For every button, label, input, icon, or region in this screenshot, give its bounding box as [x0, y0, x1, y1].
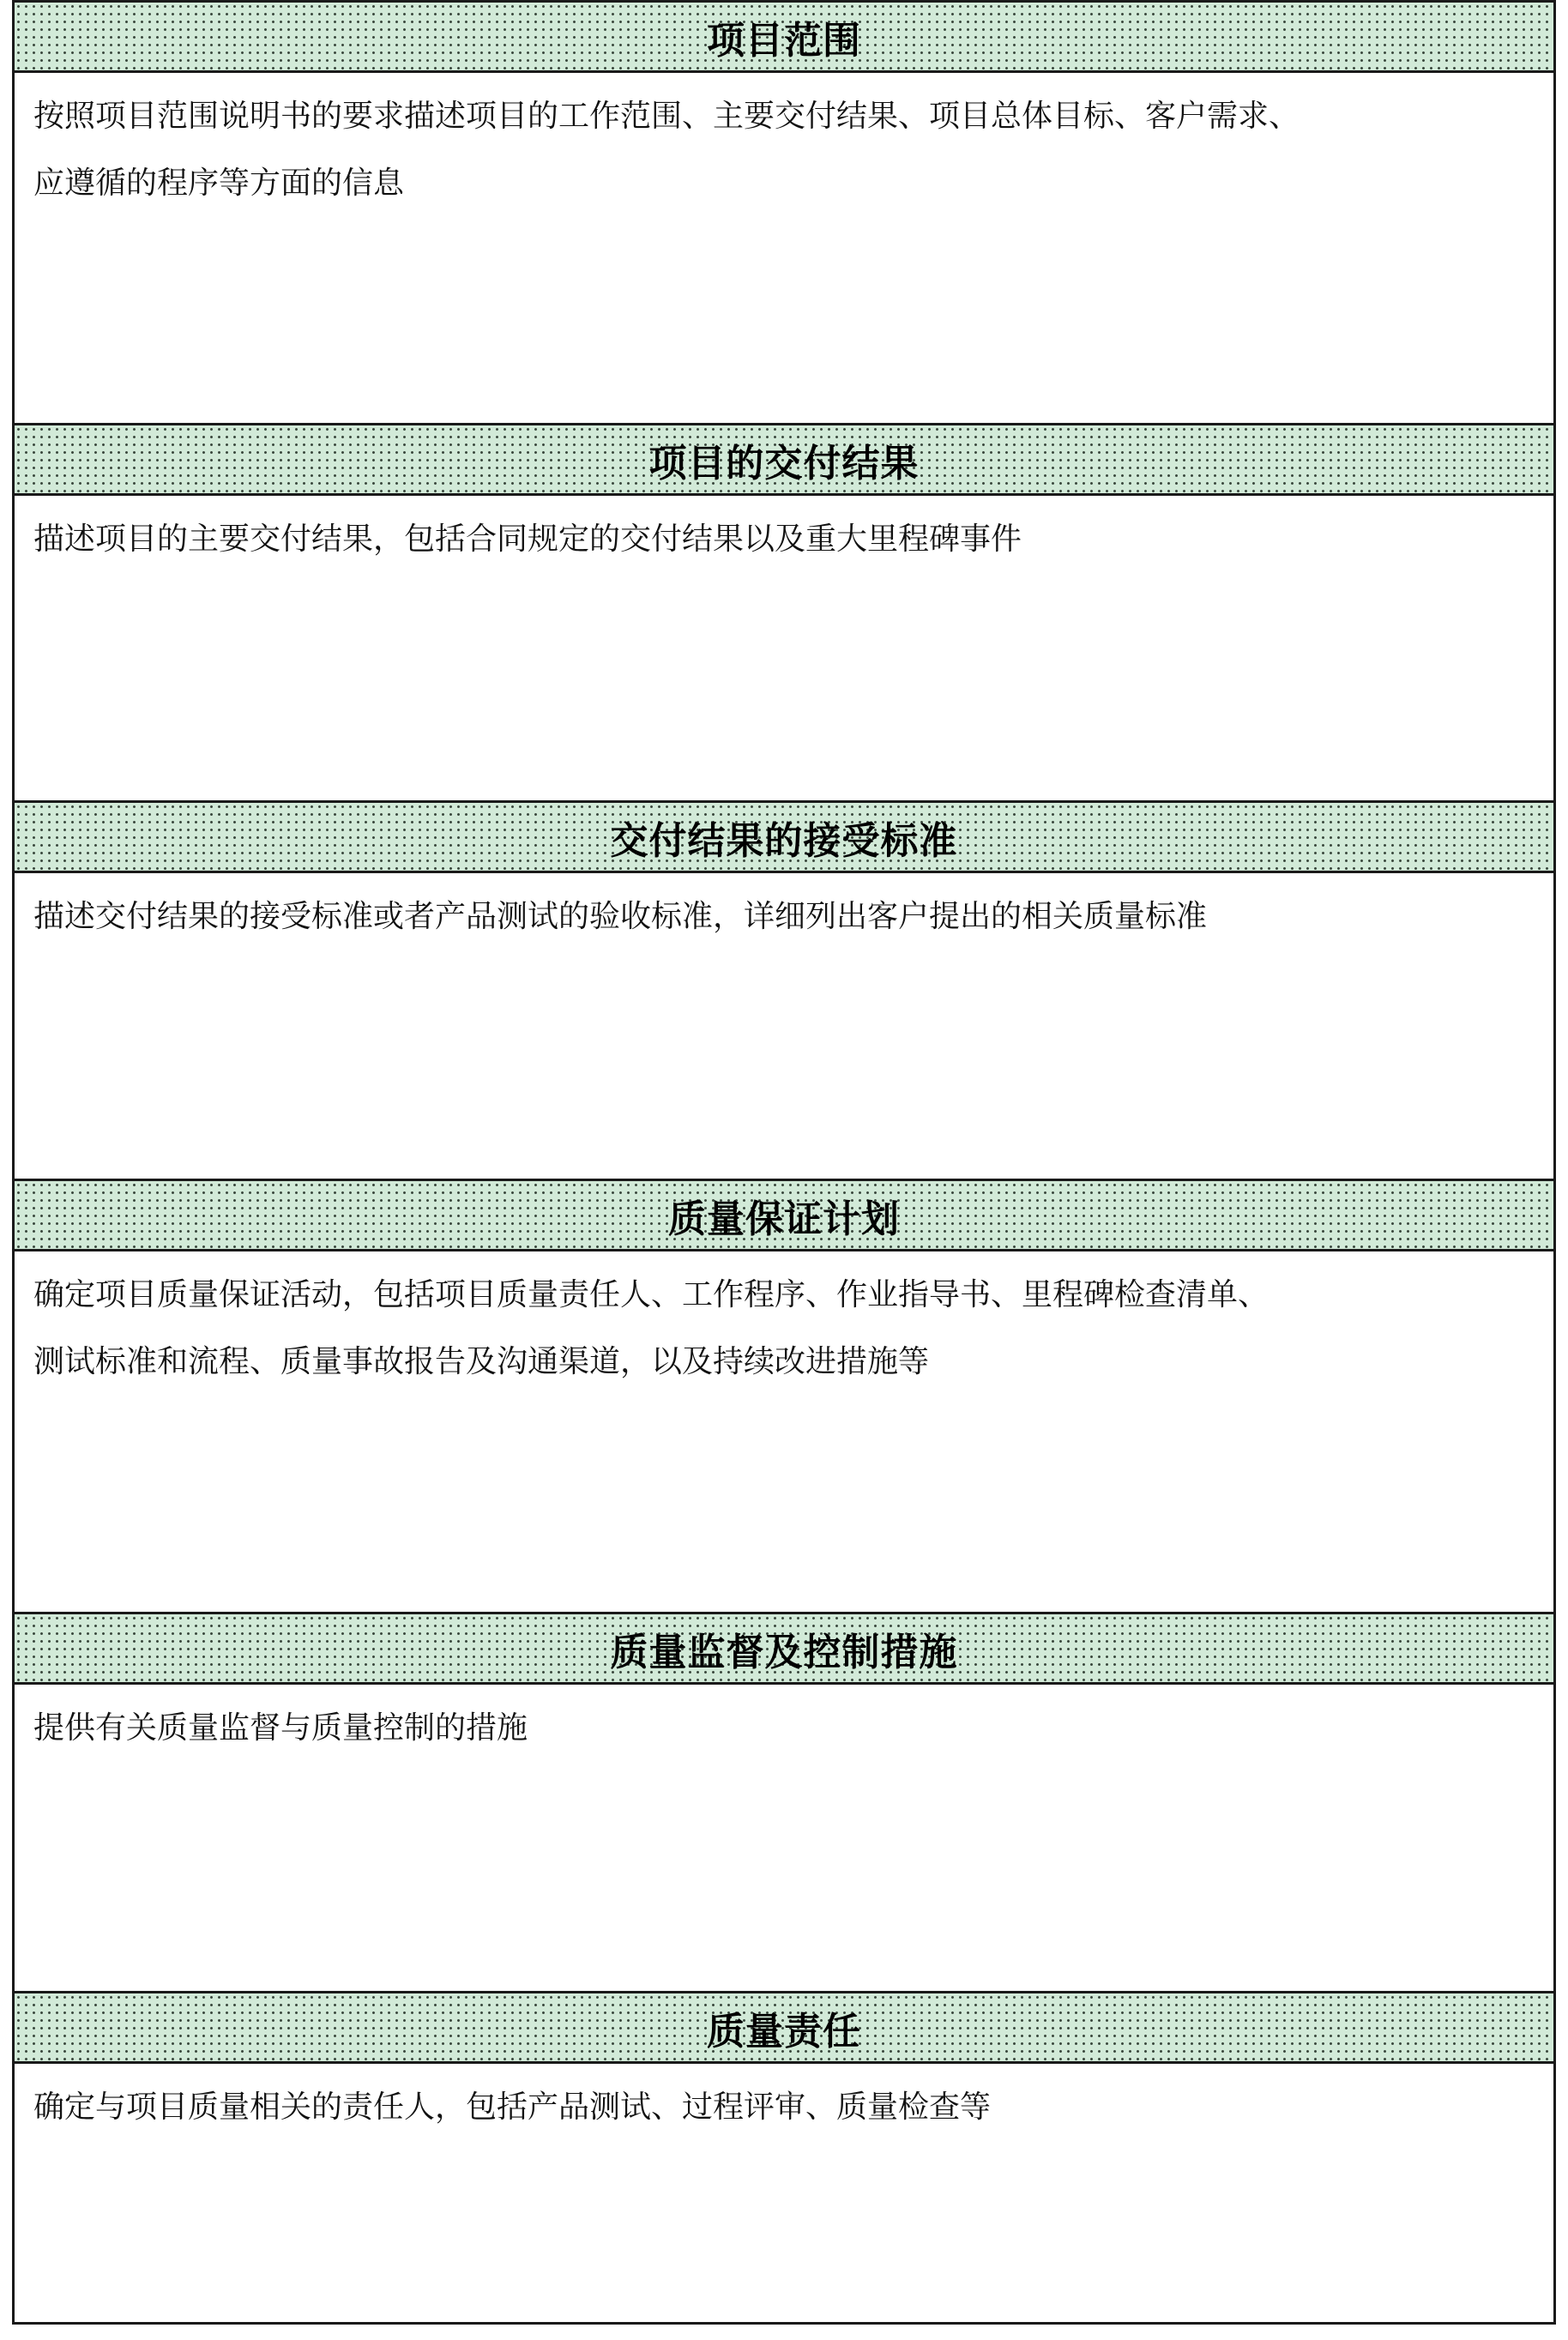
- section-text: 确定项目质量保证活动，包括项目质量责任人、工作程序、作业指导书、里程碑检查清单、 测试标准和流程、质量事故报告及沟通渠道，以及持续改进措施等: [33, 1277, 1269, 1379]
- section-body: [15, 73, 1553, 423]
- section-title: 项目范围: [707, 18, 861, 63]
- section-deliverables: [15, 423, 1553, 800]
- section-body: [15, 496, 1553, 800]
- section-title: 质量监督及控制措施: [610, 1630, 958, 1674]
- section-header: [15, 1181, 1553, 1251]
- quality-plan-table: [12, 0, 1556, 2325]
- section-quality-monitoring: [15, 1612, 1553, 1991]
- section-title: 项目的交付结果: [648, 441, 920, 485]
- section-text: 描述项目的主要交付结果，包括合同规定的交付结果以及重大里程碑事件: [33, 522, 1022, 557]
- section-title: 质量责任: [707, 2009, 861, 2054]
- section-header: [15, 1993, 1553, 2064]
- section-header: [15, 803, 1553, 873]
- section-quality-responsibility: [15, 1991, 1553, 2322]
- section-project-scope: [15, 3, 1553, 423]
- section-body: [15, 1685, 1553, 1991]
- section-body: [15, 873, 1553, 1179]
- section-text: 确定与项目质量相关的责任人，包括产品测试、过程评审、质量检查等: [33, 2090, 992, 2125]
- section-title: 交付结果的接受标准: [610, 818, 958, 863]
- section-header: [15, 425, 1553, 496]
- section-body: [15, 1251, 1553, 1612]
- section-title: 质量保证计划: [668, 1197, 900, 1241]
- section-body: [15, 2064, 1553, 2322]
- section-acceptance-criteria: [15, 800, 1553, 1179]
- section-text: 提供有关质量监督与质量控制的措施: [33, 1710, 528, 1746]
- section-header: [15, 3, 1553, 73]
- section-header: [15, 1614, 1553, 1685]
- section-text: 按照项目范围说明书的要求描述项目的工作范围、主要交付结果、项目总体目标、客户需求、 应遵循的程序等方面的信息: [33, 99, 1300, 201]
- section-text: 描述交付结果的接受标准或者产品测试的验收标准，详细列出客户提出的相关质量标准: [33, 899, 1208, 934]
- section-quality-assurance-plan: [15, 1179, 1553, 1612]
